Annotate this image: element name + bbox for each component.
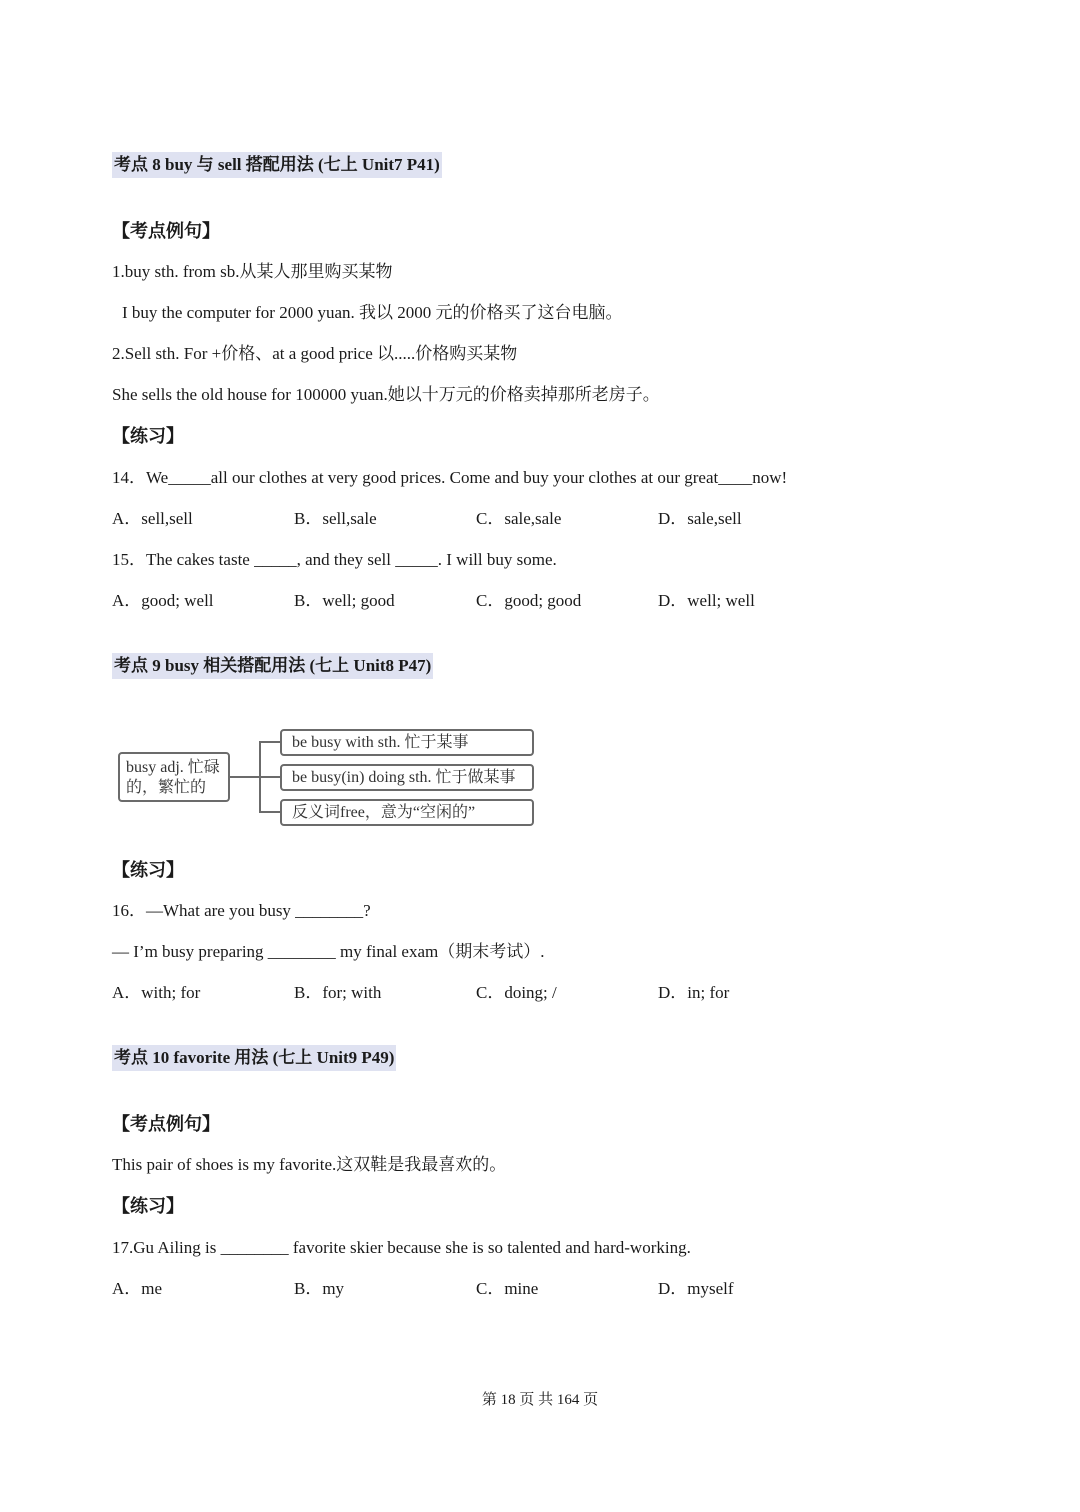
q16-option-c: C．doing; / xyxy=(476,983,557,1002)
q14-option-b: B．sell,sale xyxy=(294,509,377,528)
section-10-example: This pair of shoes is my favorite.这双鞋是我最喜欢的。 xyxy=(112,1155,507,1174)
q15-option-a: A．good; well xyxy=(112,591,214,610)
section-9-practice-label: 【练习】 xyxy=(112,860,184,880)
q15-option-d: D．well; well xyxy=(658,591,755,610)
section-10-heading: 考点 10 favorite 用法 (七上 Unit9 P49) xyxy=(112,1045,396,1071)
question-16-line-1: 16．—What are you busy ________? xyxy=(112,901,371,920)
q17-option-d: D．myself xyxy=(658,1279,734,1298)
q17-option-c: C．mine xyxy=(476,1279,539,1298)
diagram-connector-stem xyxy=(230,776,260,778)
q16-option-b: B．for; with xyxy=(294,983,382,1002)
section-8-example-1: 1.buy sth. from sb.从某人那里购买某物 xyxy=(112,262,393,281)
section-8-practice-label: 【练习】 xyxy=(112,426,184,446)
section-8-heading: 考点 8 buy 与 sell 搭配用法 (七上 Unit7 P41) xyxy=(112,152,442,178)
section-8-example-1-sentence: I buy the computer for 2000 yuan. 我以 2000 元的价格买了这台电脑。 xyxy=(122,303,623,322)
section-8-example-2-sentence: She sells the old house for 100000 yuan.她以十万元的价格卖掉那所老房子。 xyxy=(112,385,660,404)
diagram-branch-1: be busy with sth. 忙于某事 xyxy=(280,729,534,756)
q14-option-d: D．sale,sell xyxy=(658,509,742,528)
q16-option-a: A．with; for xyxy=(112,983,201,1002)
page-footer: 第 18 页 共 164 页 xyxy=(481,1392,599,1408)
diagram-connector-1 xyxy=(259,741,281,743)
q16-option-d: D．in; for xyxy=(658,983,730,1002)
section-10-practice-label: 【练习】 xyxy=(112,1196,184,1216)
q15-option-b: B．well; good xyxy=(294,591,395,610)
diagram-root-line-1: busy adj. 忙碌 xyxy=(126,759,220,776)
q17-option-b: B．my xyxy=(294,1279,345,1298)
question-14: 14．We_____all our clothes at very good prices. Come and buy your clothes at our great____now! xyxy=(112,468,788,487)
diagram-root-line-2: 的，繁忙的 xyxy=(126,779,207,796)
section-8-examples-label: 【考点例句】 xyxy=(112,221,220,241)
diagram-connector-2 xyxy=(259,776,281,778)
question-17: 17.Gu Ailing is ________ favorite skier because she is so talented and hard-working. xyxy=(112,1238,691,1257)
diagram-connector-3 xyxy=(259,811,281,813)
q14-option-a: A．sell,sell xyxy=(112,509,193,528)
section-10-examples-label: 【考点例句】 xyxy=(112,1114,220,1134)
q14-option-c: C．sale,sale xyxy=(476,509,562,528)
q15-option-c: C．good; good xyxy=(476,591,582,610)
question-16-line-2: — I’m busy preparing ________ my final exam（期末考试）. xyxy=(112,942,545,961)
q17-option-a: A．me xyxy=(112,1279,163,1298)
diagram-branch-2: be busy(in) doing sth. 忙于做某事 xyxy=(280,764,534,791)
question-15: 15．The cakes taste _____, and they sell _____. I will buy some. xyxy=(112,550,557,569)
section-9-heading: 考点 9 busy 相关搭配用法 (七上 Unit8 P47) xyxy=(112,653,433,679)
diagram-branch-3: 反义词free，意为“空闲的” xyxy=(280,799,534,826)
diagram-root-box xyxy=(118,752,230,802)
section-8-example-2: 2.Sell sth. For +价格、at a good price 以.....价格购买某物 xyxy=(112,344,518,363)
